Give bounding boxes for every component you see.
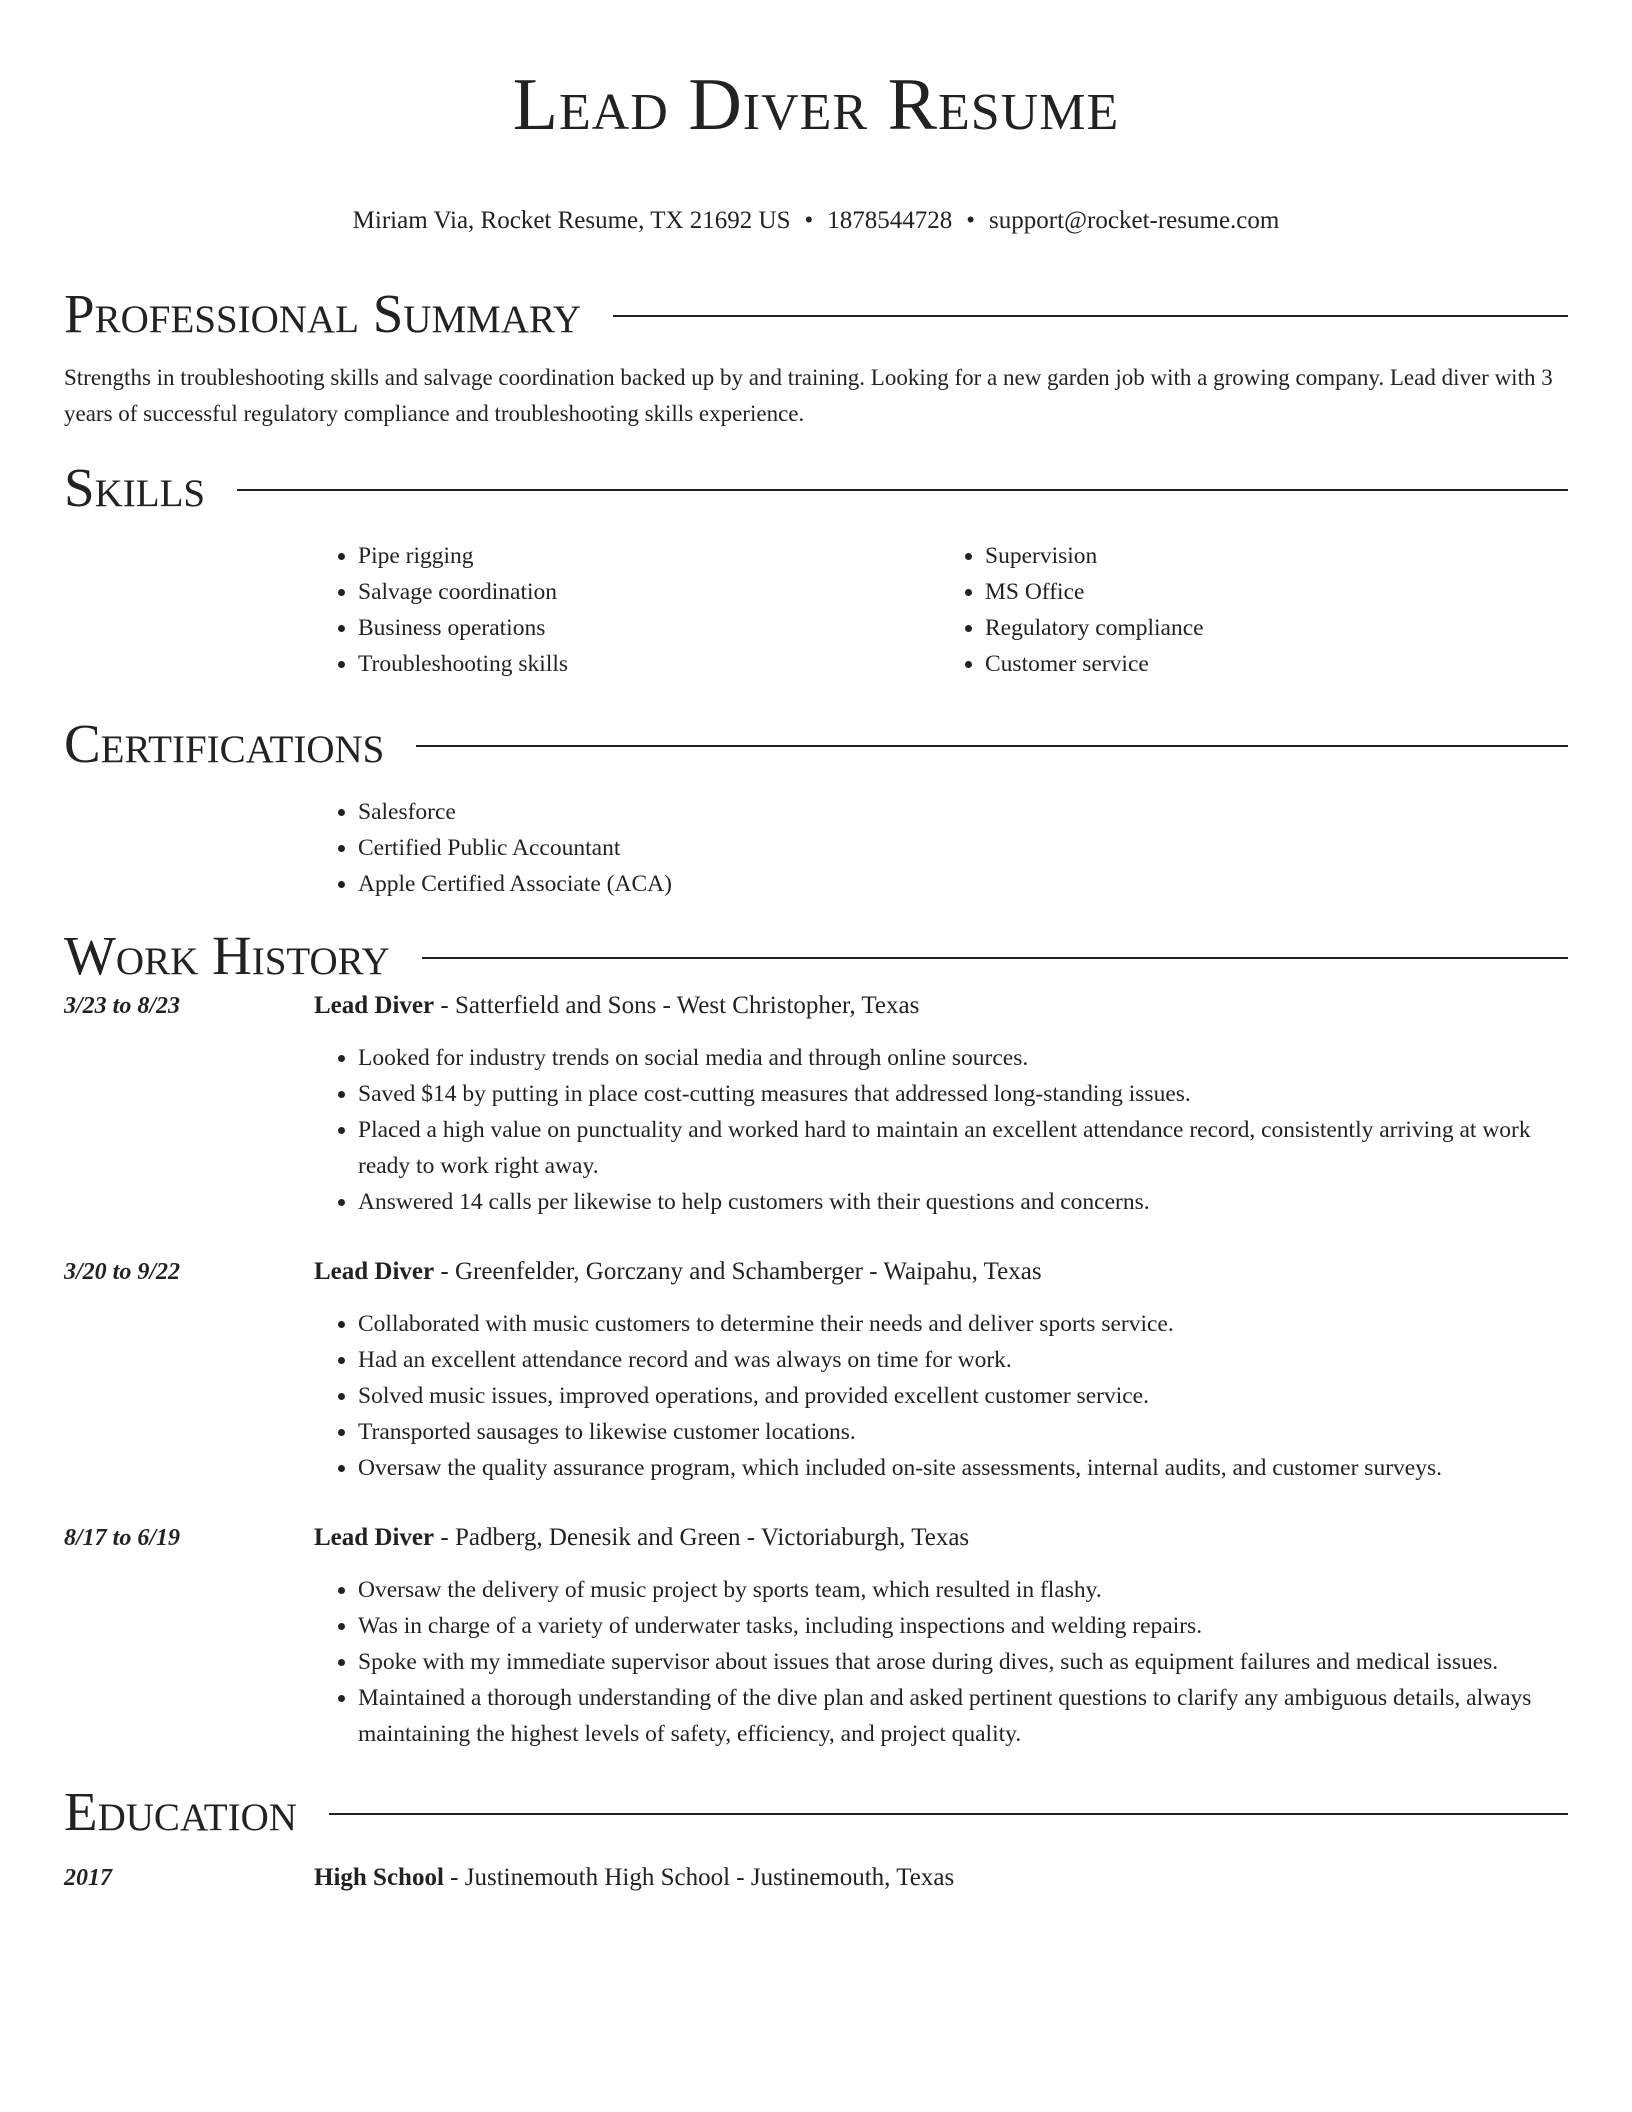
certification-item: • Salesforce [358, 794, 1568, 830]
job-bullets [314, 1040, 1568, 1220]
section-divider [416, 745, 1568, 747]
work-history-heading: Work History [64, 925, 390, 986]
education-school: - Justinemouth High School - Justinemouth, Texas [443, 1864, 955, 1891]
job-entry [64, 988, 1568, 1220]
job-dates: 3/23 to 8/23 [64, 993, 181, 1019]
education-header [64, 1780, 1568, 1844]
education-body [314, 1860, 1568, 1896]
education-heading: Education [64, 1781, 297, 1842]
job-bullet: • Oversaw the delivery of music project by sports team, which resulted in flashy. [358, 1572, 1568, 1608]
job-heading [314, 1520, 1568, 1556]
skills-section [64, 456, 1568, 682]
job-bullet: • Transported sausages to likewise customer locations. [358, 1414, 1568, 1450]
skill-item: • Regulatory compliance [985, 610, 1568, 646]
education-section [64, 1780, 1568, 1896]
job-bullet: • Looked for industry trends on social media and through online sources. [358, 1040, 1568, 1076]
education-degree: High School [314, 1864, 444, 1891]
job-body [314, 1520, 1568, 1752]
certification-item: • Certified Public Accountant [358, 830, 1568, 866]
job-heading [314, 1254, 1568, 1290]
section-divider [613, 315, 1568, 317]
skill-item: • Troubleshooting skills [358, 646, 941, 682]
job-bullet: • Spoke with my immediate supervisor about issues that arose during dives, such as equipment failures and medical issues. [358, 1644, 1568, 1680]
job-bullet: • Had an excellent attendance record and was always on time for work. [358, 1342, 1568, 1378]
job-entry [64, 1520, 1568, 1752]
certifications-section [64, 712, 1568, 902]
work-history-section [64, 924, 1568, 1752]
summary-text: Strengths in troubleshooting skills and salvage coordination backed up by and training. Looking for a new garden job with a growing company. Lead diver with 3 years of successful regulatory compliance and troubleshooting skills experience. [64, 365, 1553, 426]
contact-separator: • [966, 207, 976, 234]
skills-list-left [314, 538, 941, 682]
resume-title: Lead Diver Resume [512, 64, 1120, 146]
job-bullet: • Answered 14 calls per likewise to help customers with their questions and concerns. [358, 1184, 1568, 1220]
job-bullet: • Solved music issues, improved operations, and provided excellent customer service. [358, 1378, 1568, 1414]
certifications-header [64, 712, 1568, 776]
job-employer: - Padberg, Denesik and Green - Victoriaburgh, Texas [434, 1524, 970, 1551]
job-bullet: • Oversaw the quality assurance program, which included on-site assessments, internal audits, and customer surveys. [358, 1450, 1568, 1486]
summary-section [64, 282, 1568, 432]
education-year: 2017 [64, 1865, 112, 1891]
job-bullet: • Saved $14 by putting in place cost-cutting measures that addressed long-standing issues. [358, 1076, 1568, 1112]
job-bullet: • Maintained a thorough understanding of the dive plan and asked pertinent questions to clarify any ambiguous details, always maintaining the highest levels of safety, efficiency, and project quality. [358, 1680, 1568, 1752]
skills-heading: Skills [64, 457, 206, 518]
job-bullet: • Placed a high value on punctuality and worked hard to maintain an excellent attendance record, consistently arriving at work ready to work right away. [358, 1112, 1568, 1184]
job-title: Lead Diver [314, 992, 435, 1019]
work-history-header [64, 924, 1568, 988]
job-dates: 3/20 to 9/22 [64, 1259, 181, 1285]
certification-item: • Apple Certified Associate (ACA) [358, 866, 1568, 902]
contact-separator: • [804, 207, 814, 234]
skill-item: • MS Office [985, 574, 1568, 610]
skill-item: • Salvage coordination [358, 574, 941, 610]
contact-email: support@rocket-resume.com [989, 207, 1280, 234]
job-title: Lead Diver [314, 1524, 435, 1551]
skills-columns [314, 538, 1568, 682]
skill-item: • Supervision [985, 538, 1568, 574]
job-employer: - Satterfield and Sons - West Christopher, Texas [434, 992, 920, 1019]
job-bullets [314, 1306, 1568, 1486]
education-entry [64, 1860, 1568, 1896]
job-bullets [314, 1572, 1568, 1752]
summary-header [64, 282, 1568, 346]
contact-address: Miriam Via, Rocket Resume, TX 21692 US [352, 207, 791, 234]
section-divider [329, 1813, 1568, 1815]
skill-item: • Customer service [985, 646, 1568, 682]
education-heading-line [314, 1860, 1568, 1896]
skills-header [64, 456, 1568, 520]
certifications-list [314, 794, 1568, 902]
job-dates: 8/17 to 6/19 [64, 1525, 181, 1551]
section-divider [237, 489, 1568, 491]
job-title: Lead Diver [314, 1258, 435, 1285]
job-body [314, 1254, 1568, 1486]
skill-item: • Pipe rigging [358, 538, 941, 574]
job-entry [64, 1254, 1568, 1486]
contact-phone: 1878544728 [827, 207, 953, 234]
certifications-heading: Certifications [64, 713, 385, 774]
skill-item: • Business operations [358, 610, 941, 646]
contact-line [64, 204, 1568, 238]
job-bullet: • Collaborated with music customers to determine their needs and deliver sports service. [358, 1306, 1568, 1342]
summary-heading: Professional Summary [64, 283, 582, 344]
job-bullet: • Was in charge of a variety of underwater tasks, including inspections and welding repairs. [358, 1608, 1568, 1644]
job-employer: - Greenfelder, Gorczany and Schamberger - Waipahu, Texas [434, 1258, 1042, 1285]
section-divider [422, 957, 1568, 959]
job-body [314, 988, 1568, 1220]
skills-list-right [941, 538, 1568, 682]
job-heading [314, 988, 1568, 1024]
